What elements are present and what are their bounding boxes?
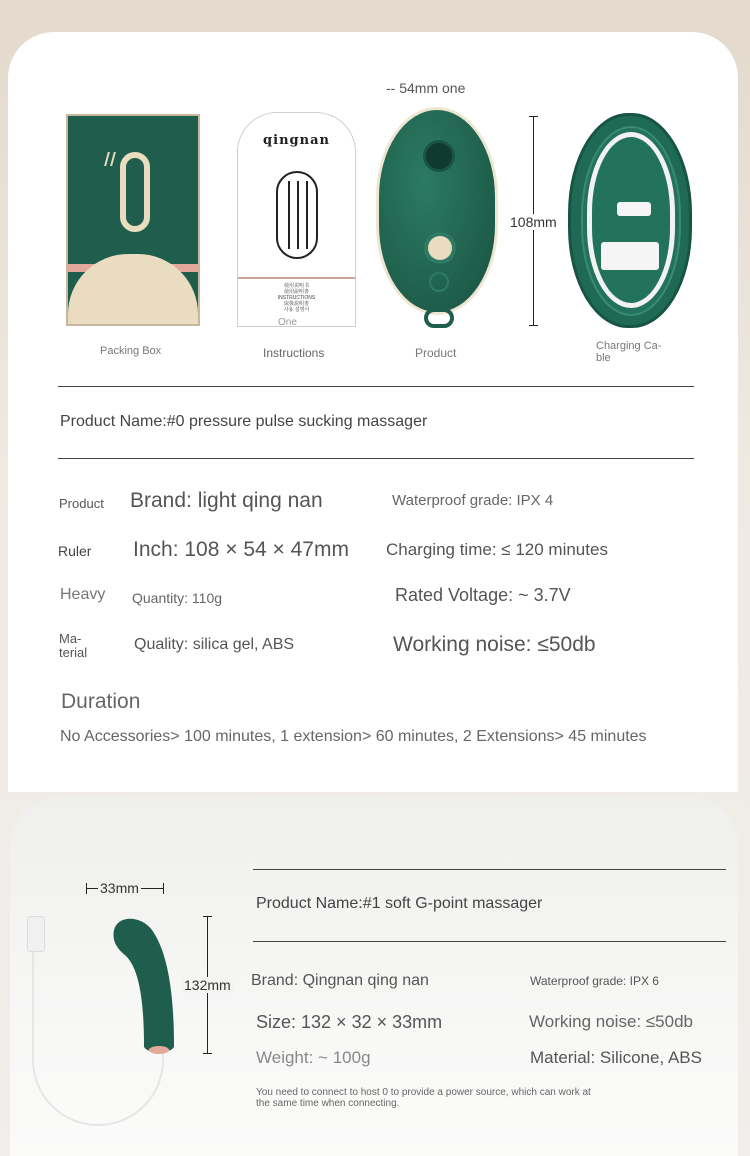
product-image bbox=[376, 107, 498, 315]
spec-label-material: Ma- terial bbox=[59, 631, 88, 660]
spec2-brand: Brand: Qingnan qing nan bbox=[251, 972, 429, 989]
divider-bottom bbox=[58, 458, 694, 459]
caption-packing-box: Packing Box bbox=[100, 345, 162, 357]
dimension-width-label-2: 33mm bbox=[100, 880, 139, 896]
packing-box-image bbox=[66, 114, 200, 326]
instructions-text: 使用说明书 使用說明書 INSTRUCTIONS 取扱説明書 사용 설명서 bbox=[277, 283, 316, 313]
product-name-1: Product Name:#1 soft G-point massager bbox=[256, 895, 543, 912]
divider-top bbox=[58, 386, 694, 387]
spec-waterproof: Waterproof grade: IPX 4 bbox=[392, 492, 554, 509]
dimension-height-label: 108mm bbox=[510, 214, 557, 230]
spec-brand: Brand: light qing nan bbox=[130, 489, 323, 512]
spec-material: Quality: silica gel, ABS bbox=[134, 636, 295, 653]
caption-charging-cable: Charging Ca- ble bbox=[596, 340, 662, 364]
spec-quantity: Quantity: 110g bbox=[132, 590, 223, 606]
instructions-brand: qingnan bbox=[263, 133, 330, 148]
duration-title: Duration bbox=[61, 690, 141, 713]
instructions-image bbox=[237, 112, 356, 327]
g-point-massager-image bbox=[108, 916, 178, 1058]
product-lanyard-loop bbox=[424, 308, 454, 328]
spec-label-heavy: Heavy bbox=[60, 586, 106, 603]
spec2-waterproof: Waterproof grade: IPX 6 bbox=[530, 974, 659, 988]
spec2-noise: Working noise: ≤50db bbox=[529, 1012, 693, 1031]
spec2-size: Size: 132 × 32 × 33mm bbox=[256, 1012, 443, 1032]
spec-label-product: Product bbox=[59, 496, 104, 511]
charging-case-image bbox=[568, 113, 692, 328]
spec-label-ruler: Ruler bbox=[58, 543, 92, 559]
caption-product: Product bbox=[415, 346, 457, 360]
instructions-one-mark: One bbox=[278, 317, 297, 328]
product-name-0: Product Name:#0 pressure pulse sucking massager bbox=[60, 413, 428, 430]
usb-plug-image bbox=[27, 916, 45, 952]
duration-text: No Accessories> 100 minutes, 1 extension> 60 minutes, 2 Extensions> 45 minutes bbox=[60, 728, 647, 745]
spec2-note: You need to connect to host 0 to provide a power source, which can work at the same time when connecting. bbox=[256, 1087, 591, 1109]
divider-bottom-2 bbox=[253, 941, 726, 942]
caption-instructions: Instructions bbox=[263, 346, 325, 360]
spec-working-noise: Working noise: ≤50db bbox=[393, 633, 596, 656]
spec-charging-time: Charging time: ≤ 120 minutes bbox=[386, 540, 608, 559]
spec-inch: Inch: 108 × 54 × 47mm bbox=[133, 538, 349, 561]
spec-rated-voltage: Rated Voltage: ~ 3.7V bbox=[395, 585, 571, 605]
spec2-weight: Weight: ~ 100g bbox=[256, 1048, 371, 1067]
divider-top-2 bbox=[253, 869, 726, 870]
dimension-width-label: -- 54mm one bbox=[386, 80, 466, 96]
dimension-height-label-2: 132mm bbox=[184, 977, 231, 993]
spec2-material: Material: Silicone, ABS bbox=[530, 1048, 702, 1067]
